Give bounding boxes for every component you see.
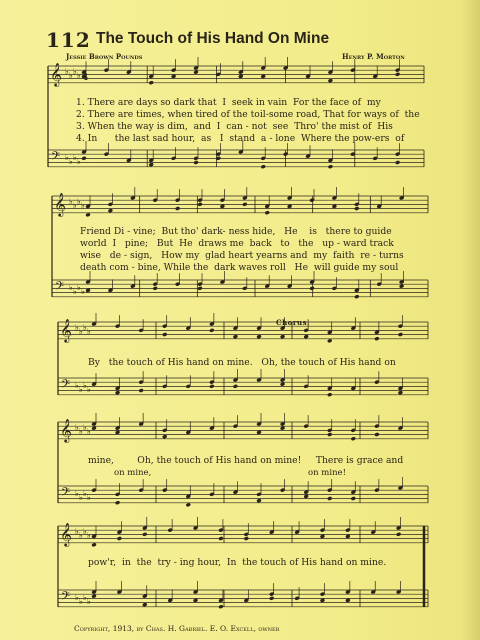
system-3-flat-sign: ♭ — [87, 327, 91, 336]
system-2-treble-notehead — [175, 206, 180, 211]
system-1-treble-clef: 𝄞 — [50, 62, 62, 86]
system-4-flat-sign: ♭ — [83, 423, 87, 432]
system-1-bass-notehead — [395, 160, 400, 165]
system-2-flat-sign: ♭ — [81, 287, 85, 296]
chorus-line-1: By the touch of His hand on mine. Oh, the touch of His hand on — [88, 357, 396, 368]
system-1-bass-notehead — [260, 164, 265, 169]
system-2-bass-notehead — [152, 286, 157, 291]
chorus-line-2-alto-b: on mine! — [308, 468, 346, 478]
system-3-treble-notehead — [398, 332, 403, 337]
system-3-flat-sign: ♭ — [79, 385, 83, 394]
verse-1-line-2: Friend Di - vine; But tho' dark- ness hide, He is there to guide — [80, 226, 392, 237]
system-5-flat-sign: ♭ — [75, 527, 79, 536]
system-5-flat-sign: ♭ — [87, 531, 91, 540]
system-5-treble-notehead — [142, 532, 147, 537]
system-3-bass-notehead — [138, 388, 143, 393]
system-3-treble-notehead — [374, 336, 379, 341]
system-4-flat-sign: ♭ — [79, 493, 83, 502]
verse-3-line-2: wise de - sign, How my glad heart yearns and my faith re - turns — [80, 250, 404, 261]
system-4-flat-sign: ♭ — [75, 423, 79, 432]
verse-4-line-1: 4. In the last sad hour, as I stand a - lone Where the pow-ers of — [76, 133, 405, 144]
system-5-bass-notehead — [218, 604, 223, 609]
system-1-bass-notehead — [193, 160, 198, 165]
system-5-flat-sign: ♭ — [79, 531, 83, 540]
system-2-treble-notehead — [197, 202, 202, 207]
system-3-treble-notehead — [162, 332, 167, 337]
system-5-bass-notehead — [269, 596, 274, 601]
system-3-treble-notehead — [209, 328, 214, 333]
system-1-flat-sign: ♭ — [69, 71, 73, 80]
chorus-label: Chorus. — [276, 318, 310, 327]
system-1-flat-sign: ♭ — [69, 157, 73, 166]
system-4-bass-clef: 𝄢 — [61, 486, 71, 502]
system-2-treble-clef: 𝄞 — [54, 192, 66, 216]
copyright-notice: Copyright, 1913, by Chas. H. Gabriel. E. O. Excell, owner — [74, 624, 280, 633]
system-1-treble-notehead — [148, 80, 153, 85]
system-1-treble-notehead — [395, 72, 400, 77]
system-4-bass-notehead — [115, 500, 120, 505]
system-4-bass-notehead — [351, 496, 356, 501]
system-3-flat-sign: ♭ — [79, 327, 83, 336]
verse-2-line-2: world I pine; But He draws me back to the up - ward track — [80, 238, 394, 249]
system-4-flat-sign: ♭ — [87, 427, 91, 436]
system-4-flat-sign: ♭ — [83, 489, 87, 498]
system-1-flat-sign: ♭ — [77, 157, 81, 166]
system-4-treble-clef: 𝄞 — [60, 418, 72, 442]
system-1-flat-sign: ♭ — [65, 67, 69, 76]
system-1-bass-notehead — [81, 156, 86, 161]
system-5-flat-sign: ♭ — [83, 527, 87, 536]
hymn-number: 112 — [46, 28, 91, 52]
system-4-flat-sign: ♭ — [75, 489, 79, 498]
system-5-flat-sign: ♭ — [87, 597, 91, 606]
chorus-line-2-alto-a: on mine, — [114, 468, 152, 478]
system-2-flat-sign: ♭ — [77, 283, 81, 292]
system-5-treble-notehead — [396, 532, 401, 537]
system-5-bass-clef: 𝄢 — [61, 590, 71, 606]
verse-1-line-1: 1. There are days so dark that I seek in vain For the face of my — [76, 97, 381, 108]
time-signature: 4 — [82, 73, 89, 83]
chorus-line-3: pow'r, in the try - ing hour, In the touch of His hand on mine. — [88, 557, 387, 568]
system-5-treble-clef: 𝄞 — [60, 522, 72, 546]
system-3-flat-sign: ♭ — [75, 323, 79, 332]
system-2-bass-notehead — [354, 294, 359, 299]
composer-credit: Henry P. Morton — [342, 52, 405, 61]
system-5-flat-sign: ♭ — [83, 593, 87, 602]
page-edge-shade — [462, 0, 480, 640]
system-2-flat-sign: ♭ — [77, 197, 81, 206]
system-4-bass-notehead — [327, 496, 332, 501]
system-3-bass-notehead — [233, 384, 238, 389]
chorus-line-2: mine, Oh, the touch of His hand on mine! There is grace and — [88, 455, 404, 466]
system-5-treble-notehead — [244, 536, 249, 541]
verse-4-line-2: death com - bine, While the dark waves roll He will guide my soul — [80, 262, 399, 273]
system-2-treble-notehead — [354, 206, 359, 211]
system-2-treble-notehead — [264, 210, 269, 215]
system-2-flat-sign: ♭ — [69, 197, 73, 206]
system-3-bass-clef: 𝄢 — [61, 378, 71, 394]
system-5-flat-sign: ♭ — [79, 597, 83, 606]
system-5-treble-notehead — [218, 536, 223, 541]
system-4-treble-notehead — [327, 432, 332, 437]
system-3-flat-sign: ♭ — [87, 385, 91, 394]
system-2-bass-notehead — [197, 286, 202, 291]
system-5-flat-sign: ♭ — [75, 593, 79, 602]
system-3-flat-sign: ♭ — [83, 381, 87, 390]
system-2-bass-notehead — [309, 286, 314, 291]
system-2-flat-sign: ♭ — [73, 287, 77, 296]
system-2-flat-sign: ♭ — [69, 283, 73, 292]
system-2-treble-notehead — [242, 202, 247, 207]
system-5-treble-notehead — [117, 536, 122, 541]
system-1-flat-sign: ♭ — [73, 153, 77, 162]
system-1-flat-sign: ♭ — [73, 67, 77, 76]
system-4-flat-sign: ♭ — [87, 493, 91, 502]
system-1-flat-sign: ♭ — [77, 71, 81, 80]
system-3-bass-notehead — [327, 392, 332, 397]
system-3-flat-sign: ♭ — [83, 323, 87, 332]
system-1-bass-clef: 𝄢 — [51, 150, 61, 166]
system-3-treble-clef: 𝄞 — [60, 318, 72, 342]
system-3-flat-sign: ♭ — [75, 381, 79, 390]
system-4-flat-sign: ♭ — [79, 427, 83, 436]
system-4-treble-notehead — [351, 436, 356, 441]
system-2-flat-sign: ♭ — [81, 201, 85, 210]
system-3-bass-notehead — [209, 384, 214, 389]
system-2-bass-clef: 𝄢 — [55, 280, 65, 296]
lyricist-credit: Jessie Brown Pounds — [66, 52, 143, 61]
verse-2-line-1: 2. There are times, when tired of the toil-some road, That for ways of the — [76, 109, 420, 120]
system-2-flat-sign: ♭ — [73, 201, 77, 210]
system-1-flat-sign: ♭ — [65, 153, 69, 162]
verse-3-line-1: 3. When the way is dim, and I can - not see Thro' the mist of His — [76, 121, 393, 132]
system-1-bass-notehead — [328, 164, 333, 169]
hymn-title: The Touch of His Hand On Mine — [96, 30, 330, 47]
system-4-treble-notehead — [374, 432, 379, 437]
